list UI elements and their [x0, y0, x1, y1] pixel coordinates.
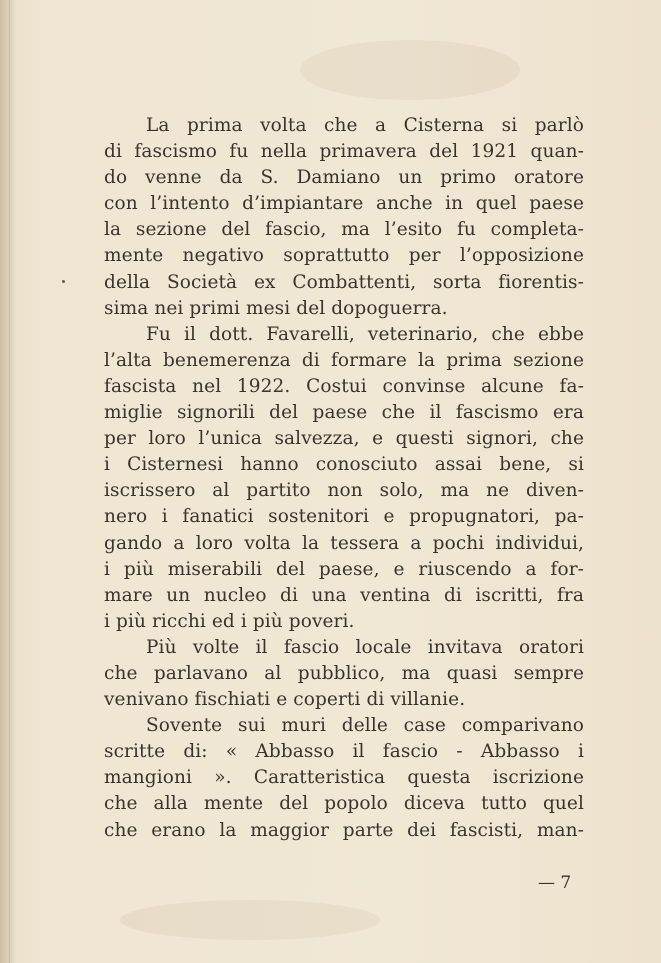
text-line: Più volte il fascio locale invitava oratori [146, 636, 584, 658]
text-line: per loro l’unica salvezza, e questi signori, che [104, 428, 584, 450]
text-line: l’alta benemerenza di formare la prima sezione [104, 349, 584, 371]
text-line: do venne da S. Damiano un primo oratore [104, 167, 584, 189]
text-line: mangioni ». Caratteristica questa iscrizione [104, 767, 584, 789]
text-line: che erano la maggior parte dei fascisti, man- [104, 819, 584, 841]
text-line: miglie signorili del paese che il fascismo era [104, 402, 584, 424]
text-line: i Cisternesi hanno conosciuto assai bene, si [104, 454, 584, 476]
text-line: i più ricchi ed i più poveri. [104, 610, 355, 632]
text-line: Sovente sui muri delle case comparivano [146, 715, 584, 737]
text-line: della Società ex Combattenti, sorta fiorentis- [104, 271, 584, 293]
text-line: con l’intento d’impiantare anche in quel paese [104, 193, 584, 215]
text-line: che parlavano al pubblico, ma quasi sempre [104, 662, 584, 684]
body-text [104, 113, 584, 844]
text-line: fascista nel 1922. Costui convinse alcune fa- [104, 375, 584, 397]
text-line: mente negativo soprattutto per l’opposizione [104, 245, 584, 267]
text-line: venivano fischiati e coperti di villanie. [104, 689, 466, 711]
text-line: sima nei primi mesi del dopoguerra. [104, 297, 448, 319]
text-line: gando a loro volta la tessera a pochi individui, [104, 532, 584, 554]
page-binding-edge [0, 0, 14, 963]
paper-stain [120, 900, 380, 940]
text-line: la sezione del fascio, ma l’esito fu completa- [104, 219, 584, 241]
text-line: La prima volta che a Cisterna si parlò [146, 115, 584, 136]
text-line: i più miserabili del paese, e riuscendo a for- [104, 558, 584, 580]
text-line: scritte di: « Abbasso il fascio - Abbasso i [104, 741, 584, 763]
page-number: — 7 [538, 873, 572, 893]
text-line: che alla mente del popolo diceva tutto quel [104, 793, 584, 815]
binding-crease [9, 0, 10, 963]
text-line: nero i fanatici sostenitori e propugnatori, pa- [104, 506, 584, 528]
text-line: Fu il dott. Favarelli, veterinario, che ebbe [146, 323, 584, 345]
text-line: iscrissero al partito non solo, ma ne diven- [104, 480, 584, 502]
paper-stain [300, 40, 520, 100]
ink-speck [62, 280, 65, 283]
text-line: di fascismo fu nella primavera del 1921 quan- [104, 141, 584, 163]
text-line: mare un nucleo di una ventina di iscritti, fra [104, 584, 584, 606]
